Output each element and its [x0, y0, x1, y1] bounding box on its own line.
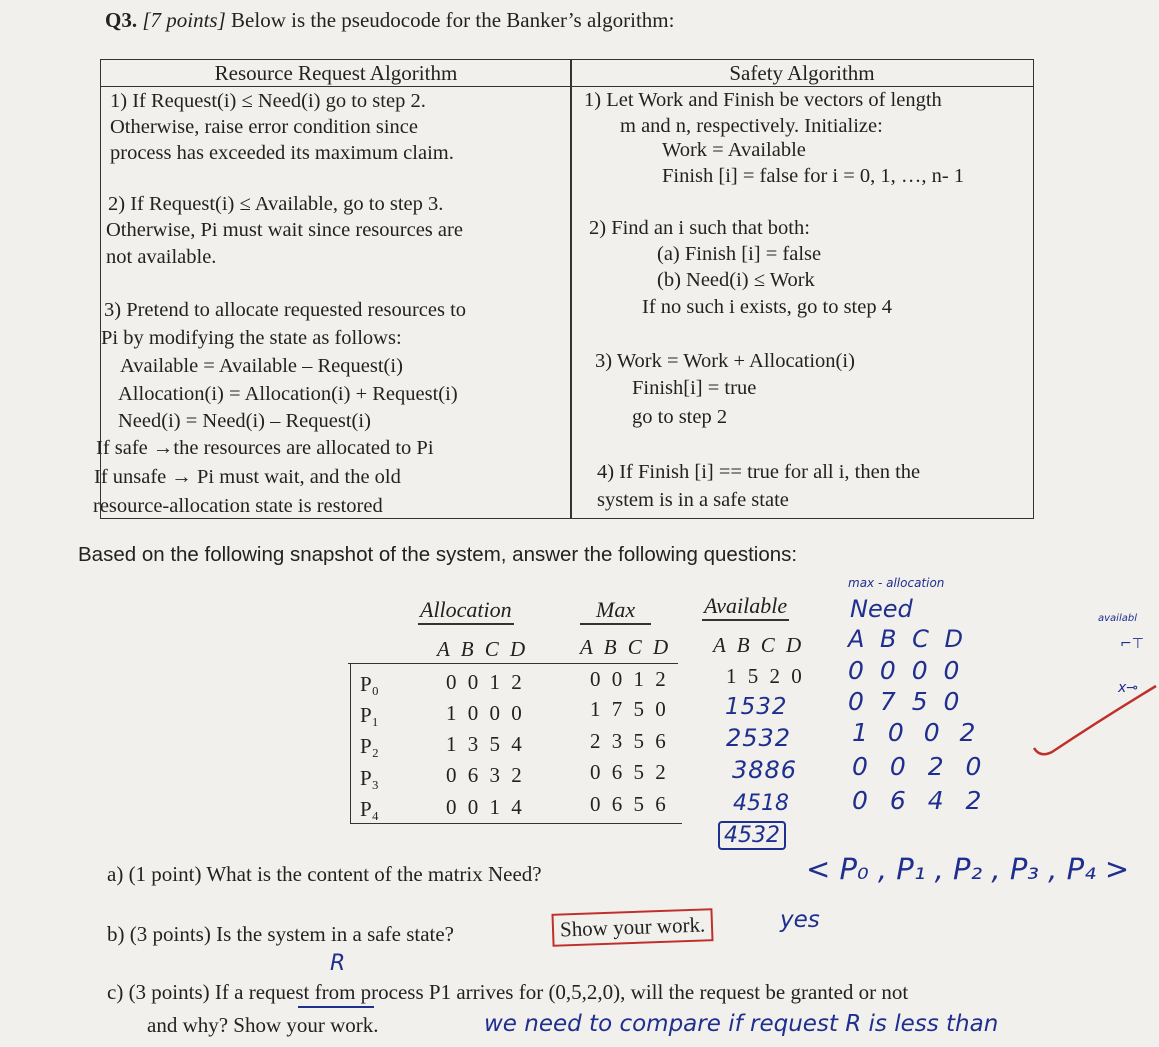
- snapshot-bottom-rule: [350, 823, 682, 824]
- allocation-sub: A B C D: [437, 637, 529, 661]
- safety-line: 2) Find an i such that both:: [589, 217, 810, 239]
- max-cell: 2 3 5 6: [590, 729, 669, 753]
- arrow-mark: x⊸: [1118, 680, 1139, 696]
- rr-line: not available.: [106, 246, 217, 268]
- max-sub: A B C D: [580, 635, 672, 659]
- safety-algorithm-header: Safety Algorithm: [571, 60, 1033, 87]
- rr-line: resource-allocation state is restored: [93, 495, 383, 517]
- need-caption: max - allocation: [848, 576, 945, 590]
- allocation-cell: 0 6 3 2: [446, 763, 525, 787]
- process-label: P₃: [360, 766, 380, 790]
- max-header: Max: [580, 597, 651, 625]
- snapshot-intro: Based on the following snapshot of the system, answer the following questions:: [78, 543, 798, 566]
- allocation-header: Allocation: [418, 597, 514, 625]
- allocation-cell: 0 0 1 4: [446, 795, 525, 819]
- request-underline: [298, 1006, 374, 1008]
- rr-line: 3) Pretend to allocate requested resources to: [104, 299, 467, 321]
- process-label: P₄: [360, 797, 380, 821]
- safety-line: (b) Need(i) ≤ Work: [657, 269, 815, 291]
- question-title: [105, 8, 674, 33]
- question-a: a) (1 point) What is the content of the matrix Need?: [107, 862, 542, 886]
- allocation-cell: 0 0 1 2: [446, 670, 525, 694]
- resource-request-header: Resource Request Algorithm: [101, 60, 571, 87]
- rr-line: Allocation(i) = Allocation(i) + Request(i): [118, 383, 458, 405]
- snapshot-top-rule: [348, 663, 678, 664]
- show-work-highlight: Show your work.: [551, 908, 713, 947]
- allocation-cell: 1 0 0 0: [446, 701, 525, 725]
- available-sub: A B C D: [713, 633, 805, 657]
- available-note: availabl: [1098, 613, 1137, 624]
- rr-line: process has exceeded its maximum claim.: [110, 142, 454, 164]
- safety-line: 1) Let Work and Finish be vectors of length: [584, 89, 942, 111]
- answer-c-handwritten: we need to compare if request R is less than: [484, 1011, 999, 1037]
- allocation-cell: 1 3 5 4: [446, 732, 525, 756]
- safety-line: Finish [i] = false for i = 0, 1, …, n- 1: [662, 165, 965, 187]
- rr-line: Pi by modifying the state as follows:: [101, 327, 402, 349]
- safety-line: 3) Work = Work + Allocation(i): [595, 350, 855, 372]
- question-points: [7 points]: [142, 8, 226, 32]
- check-mark-icon: [1030, 680, 1159, 760]
- question-b-text: b) (3 points) Is the system in a safe state?: [107, 922, 454, 946]
- need-header: Need: [850, 595, 913, 623]
- snapshot-left-rule: [350, 663, 351, 823]
- need-row: 0 0 0 0: [848, 656, 964, 685]
- safe-sequence: < P₀ , P₁ , P₂ , P₃ , P₄ >: [806, 852, 1130, 886]
- rr-line: Available = Available – Request(i): [120, 355, 403, 377]
- safety-line: go to step 2: [632, 406, 728, 428]
- process-label: P₂: [360, 734, 380, 758]
- work-value-final: 4532: [718, 821, 786, 850]
- safety-line: Finish[i] = true: [632, 377, 757, 399]
- max-cell: 0 0 1 2: [590, 667, 669, 691]
- safety-line: 4) If Finish [i] == true for all i, then the: [597, 461, 921, 483]
- safety-line: system is in a safe state: [597, 489, 789, 511]
- work-value: 3886: [732, 756, 798, 784]
- rr-line: Otherwise, raise error condition since: [110, 116, 418, 138]
- need-row: 0 0 2 0: [852, 752, 989, 781]
- question-c-line2: and why? Show your work.: [147, 1013, 379, 1037]
- max-cell: 0 6 5 6: [590, 792, 669, 816]
- available-cell: 1 5 2 0: [726, 664, 805, 688]
- question-number: Q3.: [105, 8, 138, 32]
- need-row: 1 0 0 2: [852, 718, 982, 747]
- max-cell: 1 7 5 0: [590, 697, 669, 721]
- safety-line: Work = Available: [662, 139, 806, 161]
- available-header: Available: [702, 593, 789, 621]
- need-row: 0 7 5 0: [848, 687, 964, 716]
- answer-yes: yes: [780, 907, 820, 933]
- need-sub: A B C D: [848, 625, 968, 653]
- rr-line: If unsafe → Pi must wait, and the old: [94, 466, 401, 488]
- work-value: 1532: [725, 694, 788, 720]
- process-label: P₁: [360, 703, 380, 727]
- process-label: P₀: [360, 672, 380, 696]
- safety-line: m and n, respectively. Initialize:: [620, 115, 883, 137]
- work-value: 2532: [726, 724, 792, 752]
- rr-line: 2) If Request(i) ≤ Available, go to step 3.: [108, 193, 444, 215]
- r-label: R: [330, 951, 346, 976]
- safety-line: (a) Finish [i] = false: [657, 243, 822, 265]
- rr-line: 1) If Request(i) ≤ Need(i) go to step 2.: [110, 90, 426, 112]
- need-row: 0 6 4 2: [852, 786, 989, 815]
- question-c-line1: c) (3 points) If a request from process P1 arrives for (0,5,2,0), will the request be granted or not: [107, 980, 909, 1004]
- question-text: Below is the pseudocode for the Banker’s algorithm:: [231, 8, 675, 32]
- max-cell: 0 6 5 2: [590, 760, 669, 784]
- safety-line: If no such i exists, go to step 4: [642, 296, 892, 318]
- work-value: 4518: [733, 791, 789, 816]
- rr-line: Otherwise, Pi must wait since resources are: [106, 219, 463, 241]
- rr-line: Need(i) = Need(i) – Request(i): [118, 410, 371, 432]
- rr-line: If safe →the resources are allocated to Pi: [96, 437, 434, 459]
- arrow-mark: ⌐⊤: [1120, 636, 1144, 652]
- question-b: [107, 922, 454, 947]
